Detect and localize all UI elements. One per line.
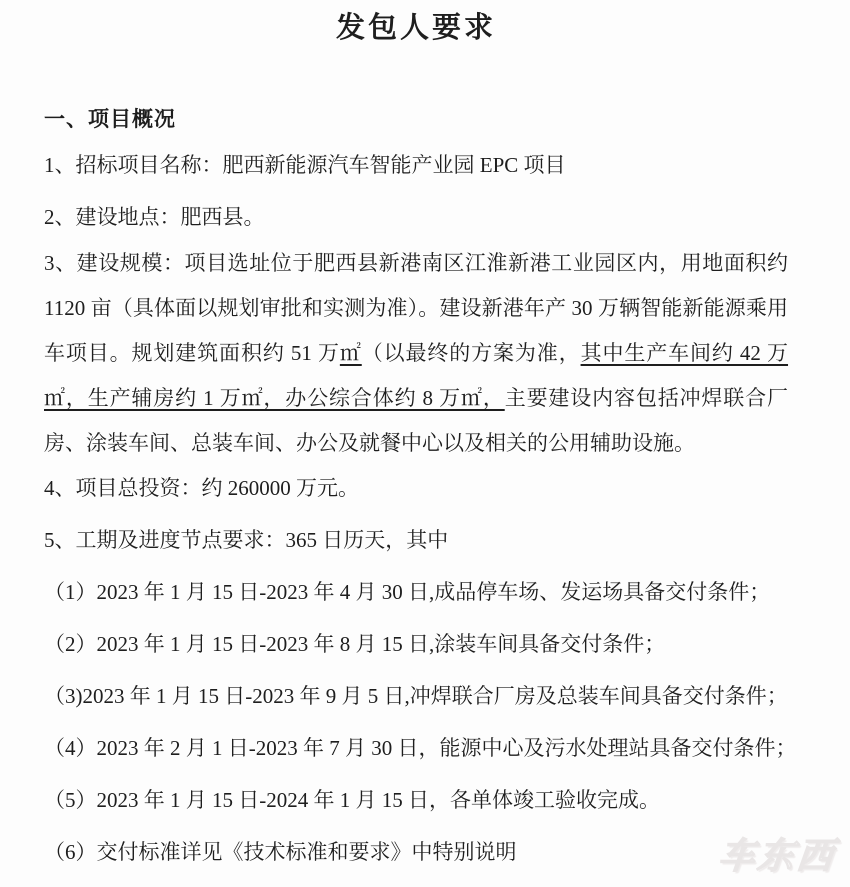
clause-1-tender-project-name (44, 150, 788, 180)
milestone-1 (44, 577, 788, 607)
clause-5-schedule-requirements (44, 525, 788, 555)
clause-text: 2、建设地点：肥西县。 (44, 205, 265, 229)
milestone-6 (44, 837, 788, 867)
clause-text: （3)2023 年 1 月 15 日-2023 年 9 月 5 日,冲焊联合厂房及总装车间具备交付条件； (44, 684, 788, 708)
document-title: 发包人要求 (335, 12, 496, 44)
clause-text: （以最终的方案为准， (361, 341, 581, 365)
watermark-logo: 车东西 (716, 836, 838, 876)
clause-text: 3、建设规模：项目选址位于肥西县新港南区江淮新港工业园区内，用地面积约 1120 亩（具体面以规划审批和实测为准）。建设新港年产 30 万辆智能新能源乘用车项目。规划建筑面积约 51 万 (44, 251, 788, 365)
clause-text: （1）2023 年 1 月 15 日-2023 年 4 月 30 日,成品停车场、发运场具备交付条件； (44, 580, 771, 604)
clause-text: （4）2023 年 2 月 1 日-2023 年 7 月 30 日，能源中心及污水处理站具备交付条件； (44, 736, 797, 760)
clause-text: 4、项目总投资：约 260000 万元。 (44, 476, 359, 500)
clause-text: （2）2023 年 1 月 15 日-2023 年 8 月 15 日,涂装车间具备交付条件； (44, 632, 666, 656)
clause-text: （6）交付标准详见《技术标准和要求》中特别说明 (44, 840, 517, 864)
clause-text: 主要建设内容包括冲焊联合厂房、涂装车间、总装车间、办公及就餐中心以及相关的公用辅助设施。 (44, 386, 789, 455)
clause-text: 1、招标项目名称：肥西新能源汽车智能产业园 EPC 项目 (44, 153, 566, 177)
clause-3-construction-scale (44, 241, 788, 466)
clause-2-construction-site (44, 202, 788, 232)
clause-text-underlined: 其中生产车间约 42 万㎡，生产辅房约 1 万㎡，办公综合体约 8 万㎡， (44, 341, 789, 410)
milestone-5 (44, 785, 788, 815)
milestone-3 (44, 681, 788, 711)
milestone-2 (44, 629, 788, 659)
clause-4-total-investment (44, 473, 788, 503)
milestone-4 (44, 733, 797, 763)
clause-text: （5）2023 年 1 月 15 日-2024 年 1 月 15 日，各单体竣工验收完成。 (44, 788, 660, 812)
clause-text: 5、工期及进度节点要求：365 日历天，其中 (44, 528, 449, 552)
clause-text-underlined: ㎡ (339, 341, 362, 365)
section-heading-project-overview: 一、项目概况 (44, 107, 176, 131)
